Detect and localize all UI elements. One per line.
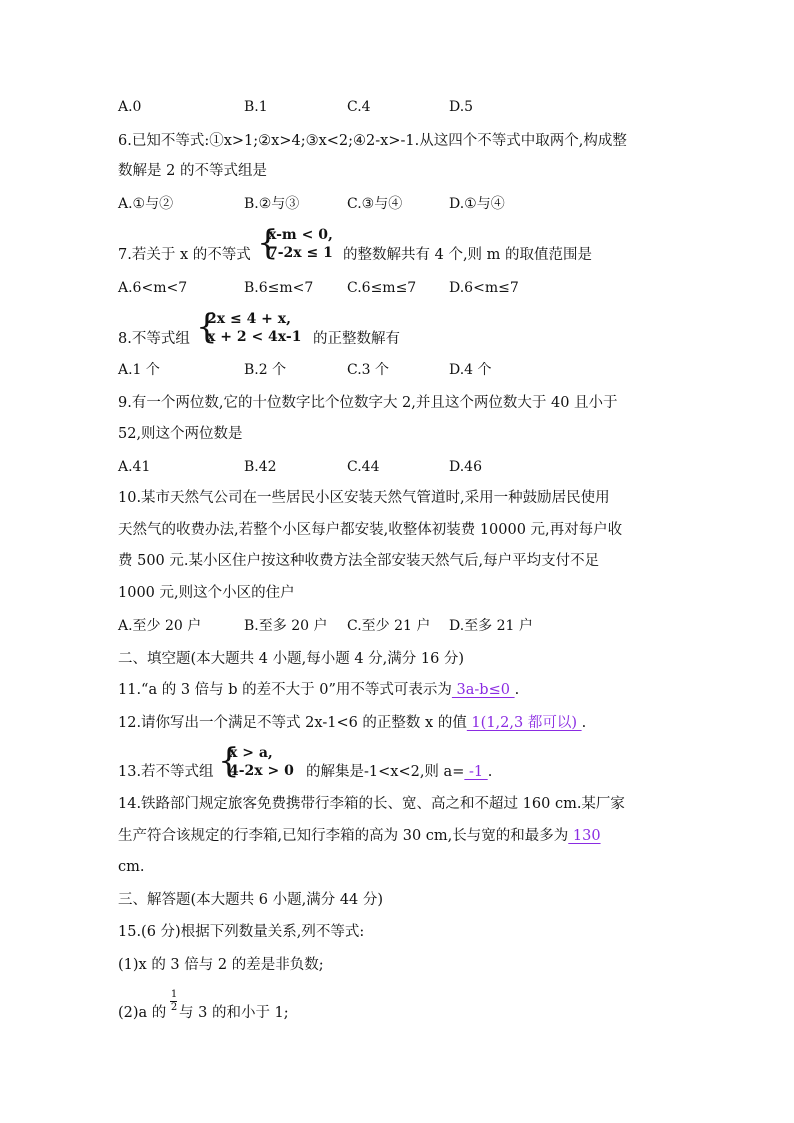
q10-option-b: B.至多 20 户 <box>244 618 328 634</box>
q6-option-b: B.②与③ <box>244 196 300 212</box>
q7-option-a: A.6<m<7 <box>118 280 188 296</box>
q12-suffix: . <box>581 715 587 731</box>
q5-option-b: B.1 <box>244 99 268 115</box>
q10-line4: 1000 元,则这个小区的住户 <box>118 585 295 601</box>
q5-option-a: A.0 <box>118 99 142 115</box>
section2-heading: 二、填空题(本大题共 4 小题,每小题 4 分,满分 16 分) <box>118 651 465 667</box>
q6-option-c: C.③与④ <box>347 196 403 212</box>
q7-prefix: 7.若关于 x 的不等式 <box>118 247 251 263</box>
q5-option-c: C.4 <box>347 99 371 115</box>
q15-line1: 15.(6 分)根据下列数量关系,列不等式: <box>118 924 365 940</box>
q11-suffix: . <box>514 682 520 698</box>
q13-suffix: 的解集是-1<x<2,则 a= <box>306 764 465 780</box>
q10-option-c: C.至少 21 户 <box>347 618 431 634</box>
q6-line1: 6.已知不等式:①x>1;②x>4;③x<2;④2-x>-1.从这四个不等式中取两个,构成整 <box>118 133 627 149</box>
q14-answer: 130 <box>568 828 601 844</box>
q5-option-d: D.5 <box>449 99 474 115</box>
q15-part2-suffix: 与 3 的和小于 1; <box>179 1005 289 1021</box>
q15-part1: (1)x 的 3 倍与 2 的差是非负数; <box>118 957 324 973</box>
q8-option-b: B.2 个 <box>244 362 287 378</box>
q7-option-c: C.6≤m≤7 <box>347 280 417 296</box>
q6-option-a: A.①与② <box>118 196 174 212</box>
q10-line3: 费 500 元.某小区住户按这种收费方法全部安装天然气后,每户平均支付不足 <box>118 553 600 569</box>
q14-line1: 14.铁路部门规定旅客免费携带行李箱的长、宽、高之和不超过 160 cm.某厂家 <box>118 796 625 812</box>
q13-system-top: x > a, <box>229 745 273 761</box>
q7-system-top: x-m < 0, <box>268 227 333 243</box>
q8-brace: { <box>196 307 218 347</box>
q12-prefix: 12.请你写出一个满足不等式 2x-1<6 的正整数 x 的值 <box>118 715 467 731</box>
q8-system-top: 2x ≤ 4 + x, <box>207 311 292 327</box>
q13-end: . <box>487 764 493 780</box>
q7-suffix: 的整数解共有 4 个,则 m 的取值范围是 <box>343 247 593 263</box>
q10-option-d: D.至多 21 户 <box>449 618 533 634</box>
section3-heading: 三、解答题(本大题共 6 小题,满分 44 分) <box>118 892 384 908</box>
q15-fraction-numerator: 1 <box>170 989 178 1000</box>
q13-brace: { <box>218 741 240 781</box>
q13-prefix: 13.若不等式组 <box>118 764 214 780</box>
q14-line2 <box>118 827 601 845</box>
q11-answer: 3a-b≤0 <box>451 682 515 698</box>
q11-prefix: 11.“a 的 3 倍与 b 的差不大于 0”用不等式可表示为 <box>118 682 452 698</box>
q9-option-b: B.42 <box>244 459 277 475</box>
q15-part2-prefix: (2)a 的 <box>118 1005 167 1021</box>
q13-system-bottom: 4-2x > 0 <box>229 763 294 779</box>
q14-line3: cm. <box>118 859 145 875</box>
q12-line <box>118 714 586 732</box>
q9-option-a: A.41 <box>118 459 151 475</box>
q13-suffix-line <box>306 763 492 781</box>
q8-prefix: 8.不等式组 <box>118 331 190 347</box>
q9-line1: 9.有一个两位数,它的十位数字比个位数字大 2,并且这个两位数大于 40 且小于 <box>118 395 618 411</box>
q9-option-d: D.46 <box>449 459 482 475</box>
q14-line2-prefix: 生产符合该规定的行李箱,已知行李箱的高为 30 cm,长与宽的和最多为 <box>118 828 569 844</box>
q8-option-a: A.1 个 <box>118 362 160 378</box>
q7-option-d: D.6<m≤7 <box>449 280 519 296</box>
q15-fraction-denominator: 2 <box>170 1002 178 1013</box>
q7-brace: { <box>257 223 279 263</box>
q8-option-c: C.3 个 <box>347 362 390 378</box>
q6-line2: 数解是 2 的不等式组是 <box>118 163 267 179</box>
q8-option-d: D.4 个 <box>449 362 492 378</box>
q8-system-bottom: x + 2 < 4x-1 <box>207 329 302 345</box>
q13-answer: -1 <box>464 764 488 780</box>
q7-system-bottom: 7-2x ≤ 1 <box>268 245 333 261</box>
q12-answer: 1(1,2,3 都可以) <box>466 715 582 731</box>
q10-line2: 天然气的收费办法,若整个小区每户都安装,收整体初装费 10000 元,再对每户收 <box>118 522 623 538</box>
q9-option-c: C.44 <box>347 459 380 475</box>
q9-line2: 52,则这个两位数是 <box>118 426 243 442</box>
q10-line1: 10.某市天然气公司在一些居民小区安装天然气管道时,采用一种鼓励居民使用 <box>118 490 610 506</box>
q10-option-a: A.至少 20 户 <box>118 618 202 634</box>
q11-line <box>118 681 519 699</box>
q8-suffix: 的正整数解有 <box>313 331 400 347</box>
q6-option-d: D.①与④ <box>449 196 505 212</box>
q7-option-b: B.6≤m<7 <box>244 280 314 296</box>
